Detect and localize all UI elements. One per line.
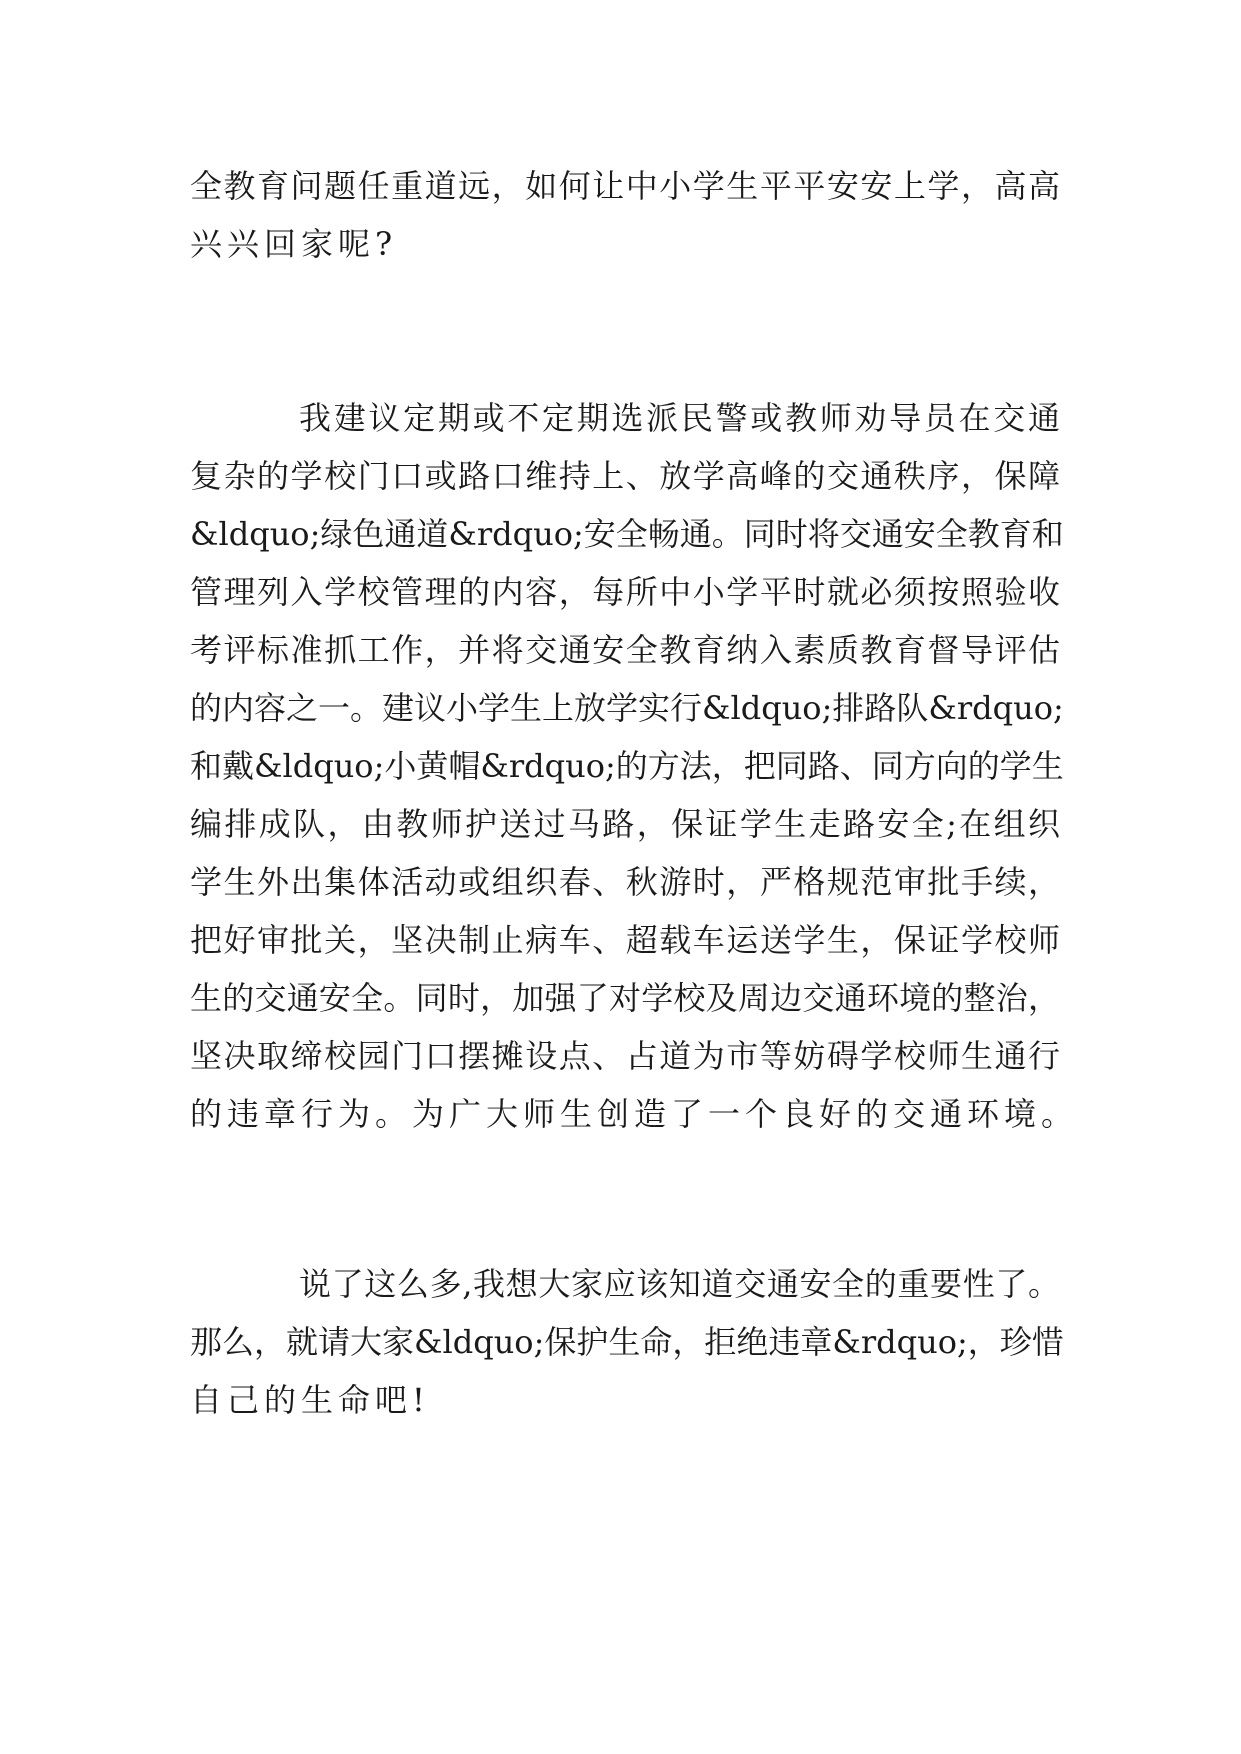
text-line: 兴兴回家呢? — [190, 225, 398, 263]
text-line: 自己的生命吧! — [190, 1381, 430, 1419]
text-line: 复杂的学校门口或路口维持上、放学高峰的交通秩序，保障 — [190, 457, 1060, 495]
paragraph-traffic-suggestions — [190, 389, 1079, 1143]
text-line: 坚决取缔校园门口摆摊设点、占道为市等妨碍学校师生通行 — [190, 1037, 1060, 1075]
text-line: 编排成队，由教师护送过马路，保证学生走路安全;在组织 — [190, 805, 1060, 843]
text-line: 说了这么多,我想大家应该知道交通安全的重要性了。 — [299, 1265, 1060, 1303]
text-line: 管理列入学校管理的内容，每所中小学平时就必须按照验收 — [190, 573, 1060, 611]
text-line: 学生外出集体活动或组织春、秋游时，严格规范审批手续， — [190, 863, 1060, 901]
text-line: 生的交通安全。同时，加强了对学校及周边交通环境的整治， — [190, 979, 1060, 1017]
text-line: 把好审批关，坚决制止病车、超载车运送学生，保证学校师 — [190, 921, 1060, 959]
text-line: 的违章行为。为广大师生创造了一个良好的交通环境。 — [190, 1095, 1079, 1133]
text-line: &ldquo;绿色通道&rdquo;安全畅通。同时将交通安全教育和 — [190, 515, 1064, 553]
text-line: 我建议定期或不定期选派民警或教师劝导员在交通 — [299, 399, 1060, 437]
text-line: 那么，就请大家&ldquo;保护生命，拒绝违章&rdquo;，珍惜 — [190, 1323, 1064, 1361]
text-line: 考评标准抓工作，并将交通安全教育纳入素质教育督导评估 — [190, 631, 1060, 669]
paragraph-conclusion — [190, 1255, 1064, 1429]
paragraph-continuation — [190, 157, 1060, 273]
text-line: 全教育问题任重道远，如何让中小学生平平安安上学，高高 — [190, 167, 1060, 205]
text-line: 的内容之一。建议小学生上放学实行&ldquo;排路队&rdquo; — [190, 689, 1064, 727]
text-line: 和戴&ldquo;小黄帽&rdquo;的方法，把同路、同方向的学生 — [190, 747, 1064, 785]
